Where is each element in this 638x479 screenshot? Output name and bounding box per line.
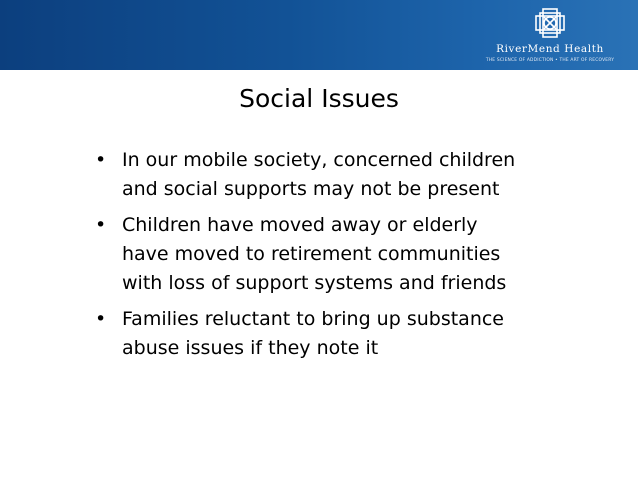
bullet-item	[95, 211, 615, 298]
bullet-icon: •	[95, 149, 107, 171]
bullet-line: with loss of support systems and friends	[122, 272, 507, 294]
logo-name: RiverMend Health	[496, 43, 604, 55]
bullet-icon: •	[95, 308, 107, 330]
rivermend-logo	[480, 6, 620, 66]
bullet-line: have moved to retirement communities	[122, 243, 501, 265]
bullet-line: Children have moved away or elderly	[122, 214, 478, 236]
bullet-line: In our mobile society, concerned children	[122, 149, 516, 171]
bullet-line: and social supports may not be present	[122, 178, 500, 200]
logo-tagline: THE SCIENCE OF ADDICTION • THE ART OF RECOVERY	[485, 58, 615, 63]
celtic-knot-logo-icon	[533, 6, 567, 40]
bullet-item	[95, 305, 615, 363]
slide-title: Social Issues	[239, 84, 399, 113]
bullet-list	[95, 146, 615, 370]
bullet-item	[95, 146, 615, 204]
bullet-icon: •	[95, 214, 107, 236]
bullet-line: Families reluctant to bring up substance	[122, 308, 504, 330]
bullet-line: abuse issues if they note it	[122, 337, 379, 359]
header-band	[0, 0, 638, 70]
